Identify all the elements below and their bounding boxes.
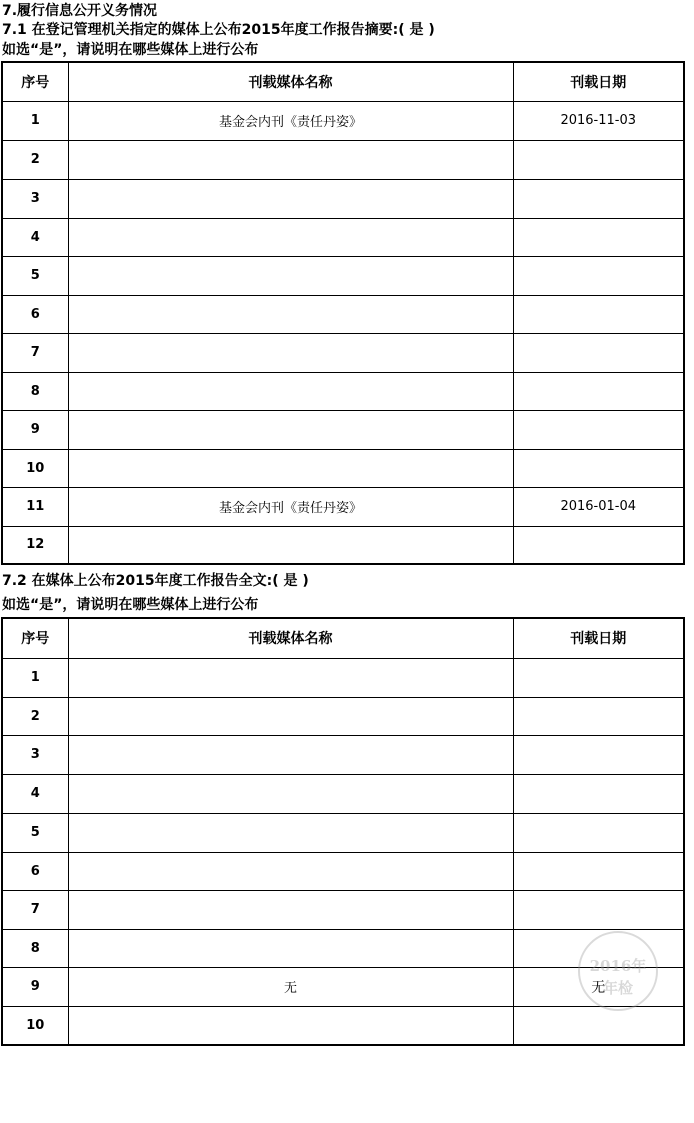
row-media: 基金会内刊《责任丹姿》 xyxy=(68,487,513,526)
stamp-year-text: 2016年 xyxy=(589,957,647,975)
row-seq: 10 xyxy=(2,449,68,487)
row-seq: 11 xyxy=(2,487,68,526)
row-media xyxy=(68,256,513,295)
row-media xyxy=(68,697,513,735)
subsection-7-1-note: 如选“是”，请说明在哪些媒体上进行公布 xyxy=(2,42,259,58)
row-date xyxy=(513,1006,684,1045)
column-header-seq: 序号 xyxy=(2,62,68,101)
row-seq: 2 xyxy=(2,697,68,735)
row-seq: 4 xyxy=(2,774,68,813)
row-seq: 2 xyxy=(2,140,68,179)
row-date xyxy=(513,179,684,218)
row-media: 无 xyxy=(68,967,513,1006)
row-date xyxy=(513,697,684,735)
row-media xyxy=(68,890,513,929)
row-seq: 6 xyxy=(2,295,68,333)
row-media xyxy=(68,295,513,333)
table-row xyxy=(2,852,684,890)
row-media xyxy=(68,333,513,372)
row-date xyxy=(513,852,684,890)
table-row xyxy=(2,487,684,526)
row-date xyxy=(513,372,684,410)
table-row xyxy=(2,735,684,774)
column-header-date: 刊载日期 xyxy=(513,62,684,101)
row-media xyxy=(68,735,513,774)
row-seq: 1 xyxy=(2,658,68,697)
row-seq: 8 xyxy=(2,929,68,967)
row-seq: 1 xyxy=(2,101,68,140)
row-date: 无 xyxy=(513,967,684,1006)
row-seq: 7 xyxy=(2,333,68,372)
subsection-7-2-title: 7.2 在媒体上公布2015年度工作报告全文:( 是 ) xyxy=(2,573,309,589)
table-row xyxy=(2,449,684,487)
row-date xyxy=(513,658,684,697)
row-media xyxy=(68,179,513,218)
table-row xyxy=(2,929,684,967)
section-title: 7.履行信息公开义务情况 xyxy=(2,3,158,19)
table-row xyxy=(2,890,684,929)
row-media xyxy=(68,218,513,256)
table-row xyxy=(2,333,684,372)
column-header-media: 刊载媒体名称 xyxy=(68,62,513,101)
row-date xyxy=(513,333,684,372)
row-date xyxy=(513,449,684,487)
table-row xyxy=(2,697,684,735)
row-media xyxy=(68,1006,513,1045)
table-row xyxy=(2,967,684,1006)
row-date: 2016-11-03 xyxy=(513,101,684,140)
row-media xyxy=(68,372,513,410)
row-media xyxy=(68,410,513,449)
table-row xyxy=(2,256,684,295)
row-seq: 10 xyxy=(2,1006,68,1045)
column-header-seq: 序号 xyxy=(2,618,68,658)
table-header-row xyxy=(2,618,684,658)
row-date xyxy=(513,526,684,564)
row-date xyxy=(513,218,684,256)
row-seq: 7 xyxy=(2,890,68,929)
row-seq: 5 xyxy=(2,256,68,295)
row-media xyxy=(68,929,513,967)
table-row xyxy=(2,295,684,333)
row-date xyxy=(513,295,684,333)
row-media xyxy=(68,658,513,697)
table-row xyxy=(2,1006,684,1045)
row-media xyxy=(68,852,513,890)
table-row xyxy=(2,179,684,218)
row-seq: 3 xyxy=(2,179,68,218)
row-date xyxy=(513,735,684,774)
row-date: 2016-01-04 xyxy=(513,487,684,526)
stamp-label-text: 年检 xyxy=(602,979,633,997)
row-seq: 5 xyxy=(2,813,68,852)
row-seq: 8 xyxy=(2,372,68,410)
table-row xyxy=(2,140,684,179)
row-date xyxy=(513,813,684,852)
row-date xyxy=(513,140,684,179)
row-seq: 9 xyxy=(2,967,68,1006)
row-date xyxy=(513,410,684,449)
table-row xyxy=(2,410,684,449)
table-row xyxy=(2,813,684,852)
row-media: 基金会内刊《责任丹姿》 xyxy=(68,101,513,140)
row-media xyxy=(68,526,513,564)
row-date xyxy=(513,256,684,295)
row-media xyxy=(68,140,513,179)
column-header-date: 刊载日期 xyxy=(513,618,684,658)
table-row xyxy=(2,774,684,813)
table-row xyxy=(2,526,684,564)
row-media xyxy=(68,813,513,852)
column-header-media: 刊载媒体名称 xyxy=(68,618,513,658)
table-row xyxy=(2,101,684,140)
row-seq: 3 xyxy=(2,735,68,774)
media-table-summary xyxy=(1,61,685,565)
table-row xyxy=(2,372,684,410)
row-seq: 6 xyxy=(2,852,68,890)
table-row xyxy=(2,658,684,697)
subsection-7-2-note: 如选“是”，请说明在哪些媒体上进行公布 xyxy=(2,597,259,613)
row-media xyxy=(68,774,513,813)
row-date xyxy=(513,929,684,967)
subsection-7-1-title: 7.1 在登记管理机关指定的媒体上公布2015年度工作报告摘要:( 是 ) xyxy=(2,22,435,38)
row-seq: 9 xyxy=(2,410,68,449)
row-date xyxy=(513,774,684,813)
media-table-fulltext xyxy=(1,617,685,1046)
row-media xyxy=(68,449,513,487)
row-date xyxy=(513,890,684,929)
row-seq: 4 xyxy=(2,218,68,256)
table-header-row xyxy=(2,62,684,101)
row-seq: 12 xyxy=(2,526,68,564)
table-row xyxy=(2,218,684,256)
